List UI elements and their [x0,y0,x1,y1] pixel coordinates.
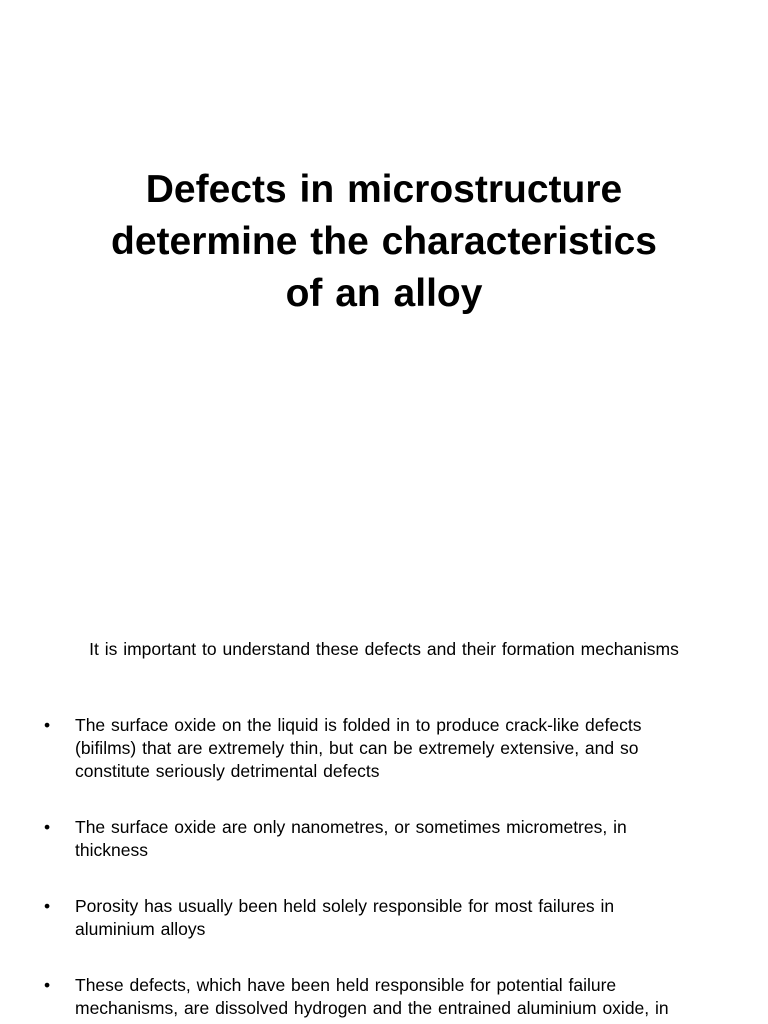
title-line: of an alloy [285,272,483,315]
slide-title [20,164,748,320]
bullet-item [0,816,768,862]
bullet-icon: • [44,817,51,837]
bullet-line: mechanisms, are dissolved hydrogen and the entrained aluminium oxide, in [75,998,669,1018]
bullet-icon: • [44,975,51,995]
bullet-list [0,714,768,1024]
bullet-text [75,974,720,1020]
bullet-item [0,974,768,1020]
bullet-line: constitute seriously detrimental defects [75,761,380,781]
bullet-text [75,895,720,941]
bullet-icon: • [44,715,51,735]
bullet-line: The surface oxide on the liquid is folded in to produce crack-like defects [75,715,642,735]
bullet-item [0,714,768,783]
bullet-line: aluminium alloys [75,919,206,939]
bullet-line: (bifilms) that are extremely thin, but can be extremely extensive, and so [75,738,639,758]
bullet-line: thickness [75,840,148,860]
bullet-item [0,895,768,941]
bullet-line: These defects, which have been held responsible for potential failure [75,975,617,995]
bullet-icon: • [44,896,51,916]
title-line: determine the characteristics [111,220,657,263]
bullet-line: The surface oxide are only nanometres, or sometimes micrometres, in [75,817,627,837]
bullet-text [75,714,720,783]
bullet-text [75,816,720,862]
bullet-line: Porosity has usually been held solely responsible for most failures in [75,896,615,916]
intro-text: It is important to understand these defects and their formation mechanisms [89,639,679,659]
title-line: Defects in microstructure [145,168,623,211]
